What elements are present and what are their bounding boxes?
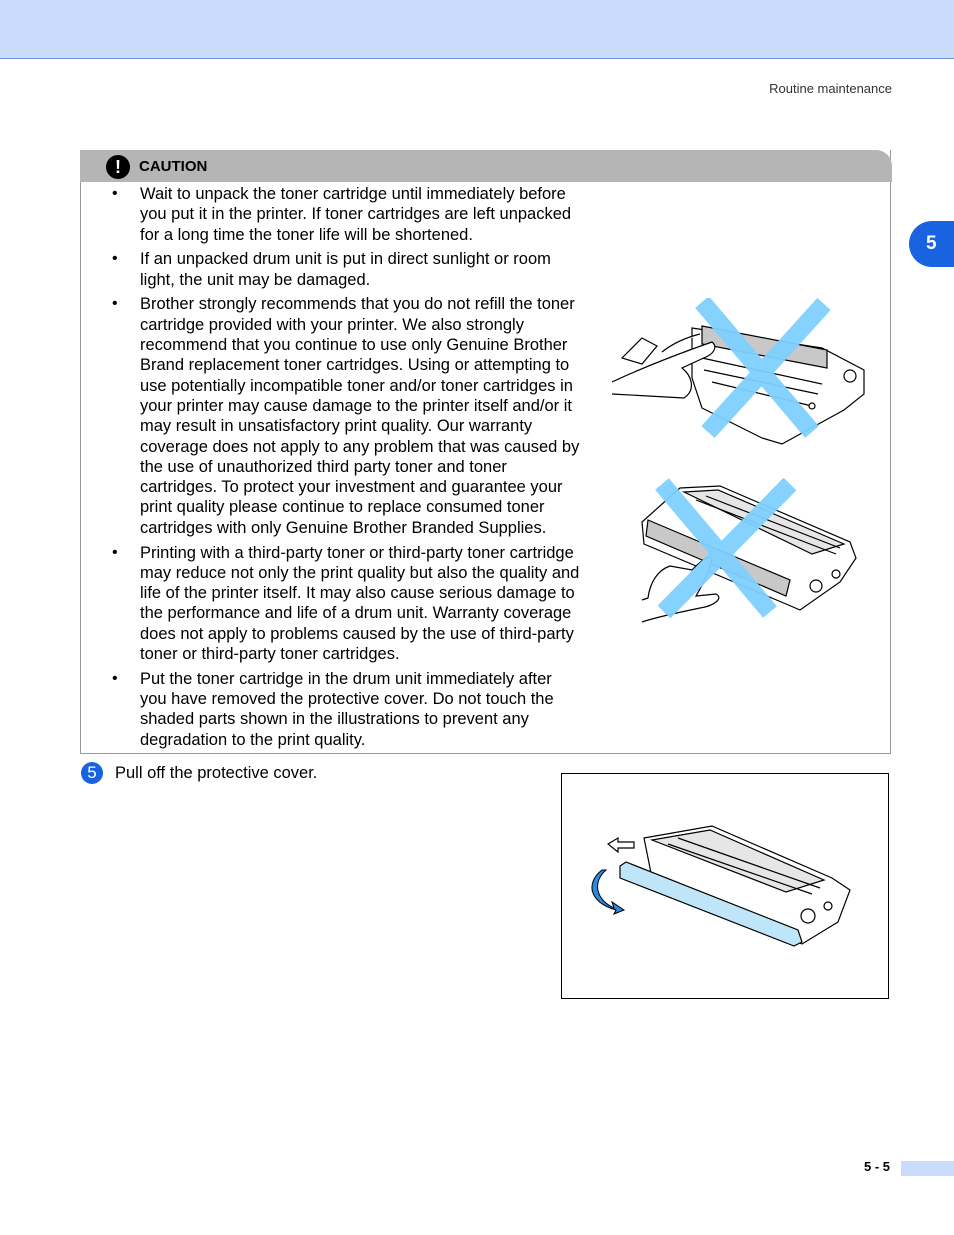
bullet-icon: • bbox=[112, 295, 118, 313]
toner-cartridge-illustration bbox=[640, 478, 862, 626]
footer-bar bbox=[901, 1161, 954, 1176]
bullet-icon: • bbox=[112, 543, 118, 561]
caution-item: • If an unpacked drum unit is put in direct sunlight or room light, the unit may be damaged. bbox=[112, 250, 551, 289]
step-text: Pull off the protective cover. bbox=[115, 764, 318, 782]
caution-item: • Printing with a third-party toner or third-party toner cartridge may reduce not only the print quality but also the quality and life of the printer itself. It may also cause serious damage to the performance and life of a drum unit. Warranty coverage does not apply to problems caused by the use of third-party toner or third-party toner cartridges. bbox=[112, 543, 580, 664]
protective-cover-figure bbox=[561, 773, 889, 999]
bullet-icon: • bbox=[112, 669, 118, 687]
running-header: Routine maintenance bbox=[769, 81, 892, 96]
step-number-badge: 5 bbox=[81, 762, 103, 784]
caution-item: • Put the toner cartridge in the drum unit immediately after you have removed the protective cover. Do not touch the shaded parts shown in the illustrations to prevent any degradation to the print quality. bbox=[112, 669, 554, 749]
top-band bbox=[0, 0, 954, 59]
exclamation-icon: ! bbox=[106, 155, 130, 179]
protective-cover-illustration bbox=[562, 774, 888, 998]
caution-label: CAUTION bbox=[139, 158, 208, 175]
page-number: 5 - 5 bbox=[864, 1159, 891, 1174]
chapter-tab[interactable]: 5 bbox=[909, 221, 954, 267]
caution-item: • Brother strongly recommends that you do not refill the toner cartridge provided with your printer. We also strongly recommend that you continue to use only Genuine Brother Brand replacement toner cartridges. Using or attempting to use potentially incompatible toner and/or toner cartridges in your printer may cause damage to the printer itself and/or it may result in unsatisfactory print quality. Our warranty coverage does not apply to any problem that was caused by the use of unauthorized third party toner and toner cartridges. To protect your investment and guarantee your print quality please continue to replace consumed toner cartridges with only Genuine Brother Branded Supplies. bbox=[112, 295, 580, 537]
bullet-icon: • bbox=[112, 250, 118, 268]
bullet-icon: • bbox=[112, 185, 118, 202]
drum-unit-illustration bbox=[612, 298, 870, 446]
caution-item: • Wait to unpack the toner cartridge until immediately before you put it in the printer. If toner cartridges are left unpacked for a long time the toner life will be shortened. bbox=[112, 185, 572, 244]
caution-list bbox=[110, 184, 580, 755]
